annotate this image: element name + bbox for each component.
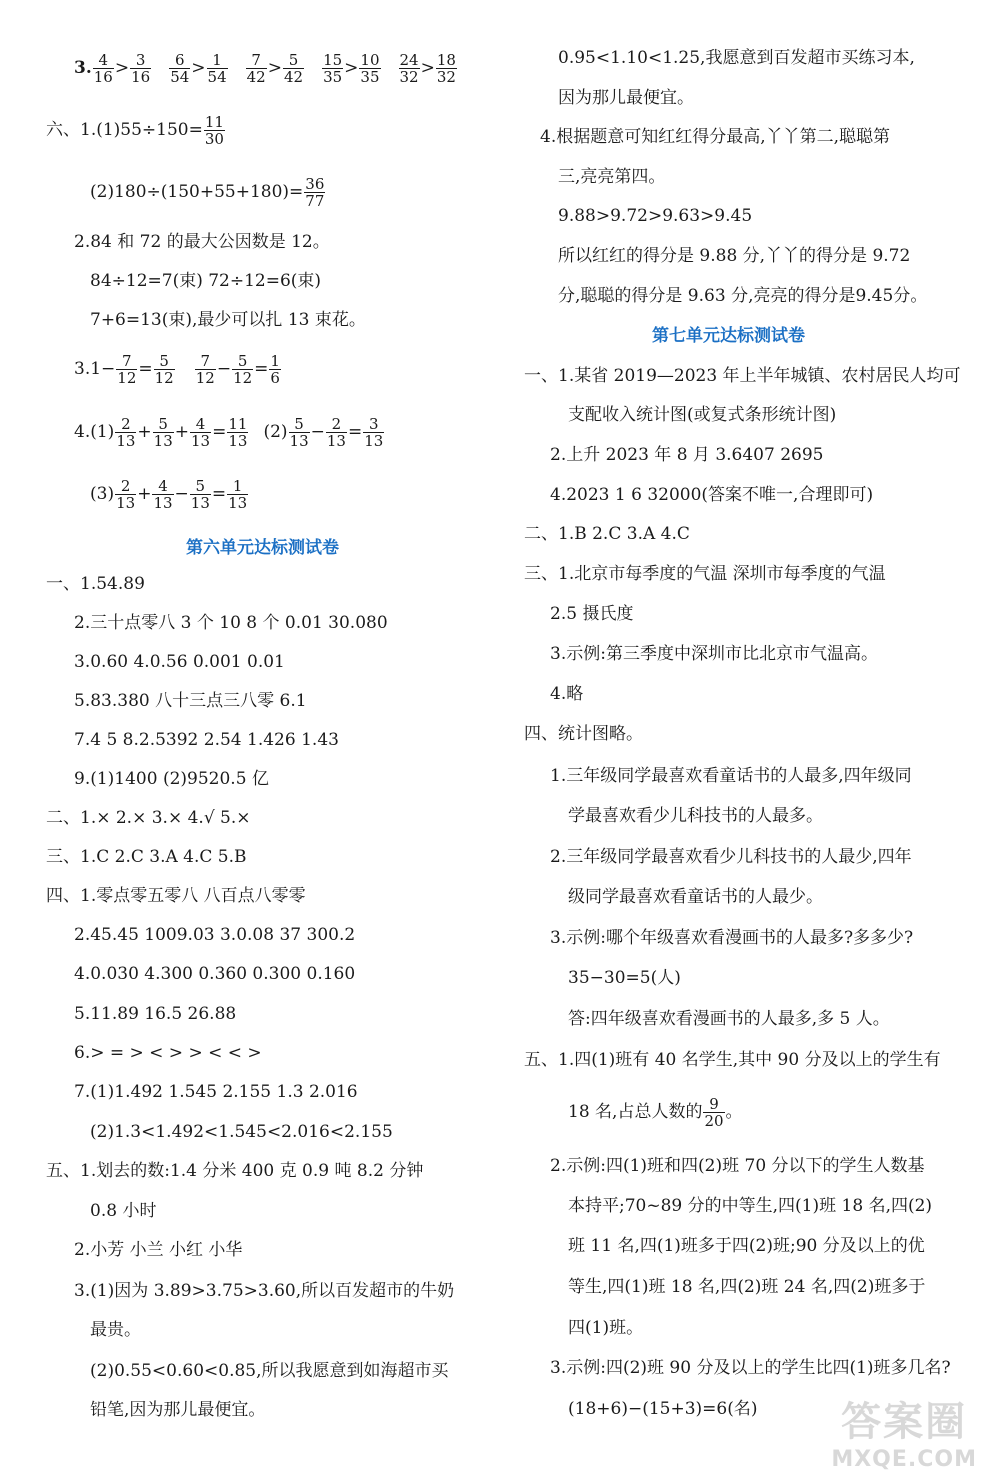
answer-line: 三、1.北京市每季度的气温 深圳市每季度的气温 xyxy=(524,564,886,584)
operator: + xyxy=(174,422,189,442)
fraction: 15 35 xyxy=(323,50,343,86)
answer-line: 二、1.× 2.× 3.× 4.√ 5.× xyxy=(46,808,251,828)
answer-line xyxy=(46,108,226,152)
fraction: $\frac{3}{13}$ xyxy=(364,414,384,450)
answer-line: 四、1.零点零五零八 八百点八零零 xyxy=(46,886,306,906)
answer-line: 35−30=5(人) xyxy=(568,968,681,988)
fraction: 4 16 xyxy=(93,50,113,86)
answer-line: 7.4 5 8.2.5392 2.54 1.426 1.43 xyxy=(74,730,339,750)
fraction: $\frac{36}{77}$ xyxy=(305,174,325,210)
answer-line: 最贵。 xyxy=(90,1320,141,1340)
fraction: $\frac{11}{13}$ xyxy=(228,414,248,450)
answer-line xyxy=(90,170,326,214)
answer-line: 2.小芳 小兰 小红 小华 xyxy=(74,1240,243,1260)
answer-line: 等生,四(1)班 18 名,四(2)班 24 名,四(2)班多于 xyxy=(568,1277,926,1297)
answer-line: 3.示例:哪个年级喜欢看漫画书的人最多?多多少? xyxy=(550,928,914,948)
answer-line: 一、1.54.89 xyxy=(46,574,145,594)
answer-line: 5.83.380 八十三点三八零 6.1 xyxy=(74,691,307,711)
answer-line: 0.8 小时 xyxy=(90,1201,157,1221)
answer-text: 4.(1) xyxy=(74,422,115,442)
operator: = xyxy=(211,484,227,504)
operator: > xyxy=(267,58,282,78)
answer-text: 3.1− xyxy=(74,359,116,379)
answer-line xyxy=(74,410,385,454)
answer-line: 五、1.划去的数:1.4 分米 400 克 0.9 吨 8.2 分钟 xyxy=(46,1161,424,1181)
answer-line: 3.示例:第三季度中深圳市比北京市气温高。 xyxy=(550,644,878,664)
answer-line: 支配收入统计图(或复式条形统计图) xyxy=(568,405,837,425)
answer-line: 2.上升 2023 年 8 月 3.6407 2695 xyxy=(550,445,824,465)
answer-line: 学最喜欢看少儿科技书的人最多。 xyxy=(568,806,823,826)
fraction: $\frac{4}{13}$ xyxy=(153,476,173,512)
answer-line: 0.95<1.10<1.25,我愿意到百发超市买练习本, xyxy=(558,48,915,68)
answer-text: 。 xyxy=(725,1102,743,1122)
fraction: 7 42 xyxy=(246,50,266,86)
fraction: $\frac{2}{13}$ xyxy=(326,414,346,450)
answer-line: 所以红红的得分是 9.88 分,丫丫的得分是 9.72 xyxy=(558,246,911,266)
answer-line xyxy=(90,472,249,516)
fraction: 5 13 xyxy=(289,414,309,450)
item-number: 3. xyxy=(74,58,92,78)
operator: = xyxy=(212,422,227,442)
answer-line: 本持平;70~89 分的中等生,四(1)班 18 名,四(2) xyxy=(568,1196,933,1216)
operator: + xyxy=(137,422,152,442)
operator: > xyxy=(344,58,359,78)
answer-line: (18+6)−(15+3)=6(名) xyxy=(568,1399,758,1419)
answer-line: 5.11.89 16.5 26.88 xyxy=(74,1004,237,1024)
answer-line: 9.(1)1400 (2)9520.5 亿 xyxy=(74,769,269,789)
operator: = xyxy=(138,359,153,379)
operator: − xyxy=(174,484,189,504)
answer-line: 2.45.45 1009.03 3.0.08 37 300.2 xyxy=(74,925,356,945)
fraction: $\frac{1}{6}$ xyxy=(270,351,280,387)
fraction: 10 35 xyxy=(360,50,380,86)
section-heading-unit-6: 第六单元达标测试卷 xyxy=(186,538,339,558)
answer-line: 2.5 摄氏度 xyxy=(550,604,634,624)
answer-line: 铅笔,因为那儿最便宜。 xyxy=(90,1400,266,1420)
answer-line: 分,聪聪的得分是 9.63 分,亮亮的得分是9.45分。 xyxy=(558,286,928,306)
answer-line: 4.2023 1 6 32000(答案不唯一,合理即可) xyxy=(550,485,874,505)
answer-line: 三、1.C 2.C 3.A 4.C 5.B xyxy=(46,847,247,867)
answer-line: 四(1)班。 xyxy=(568,1318,644,1338)
answer-line: 三,亮亮第四。 xyxy=(558,167,666,187)
answer-line: 二、1.B 2.C 3.A 4.C xyxy=(524,524,690,544)
answer-line: 2.示例:四(1)班和四(2)班 70 分以下的学生人数基 xyxy=(550,1156,925,1176)
operator: > xyxy=(114,58,130,78)
answer-text: (3) xyxy=(90,484,115,504)
operator: + xyxy=(137,484,152,504)
operator: > xyxy=(191,58,206,78)
answer-line: 3.示例:四(2)班 90 分及以上的学生比四(1)班多几名? xyxy=(550,1358,951,1378)
answer-line: 因为那儿最便宜。 xyxy=(558,88,694,108)
answer-line: 4.根据题意可知红红得分最高,丫丫第二,聪聪第 xyxy=(540,127,891,147)
operator: = xyxy=(254,359,269,379)
watermark-text: 答案圈 xyxy=(841,1399,968,1445)
fraction: $\frac{5}{12}$ xyxy=(233,351,253,387)
fraction: 2 13 xyxy=(116,476,136,512)
answer-line: 答:四年级喜欢看漫画书的人最多,多 5 人。 xyxy=(568,1009,890,1029)
fraction-comparison-line xyxy=(74,46,458,90)
fraction: 2 13 xyxy=(116,414,136,450)
fraction: 9 20 xyxy=(704,1094,724,1130)
answer-line: 9.88>9.72>9.63>9.45 xyxy=(558,206,753,226)
answer-line: (2)0.55<0.60<0.85,所以我愿意到如海超市买 xyxy=(90,1361,449,1381)
answer-line: 2.三十点零八 3 个 10 8 个 0.01 30.080 xyxy=(74,613,388,633)
answer-line: (2)1.3<1.492<1.545<2.016<2.155 xyxy=(90,1122,393,1142)
answer-line: 7+6=13(束),最少可以扎 13 束花。 xyxy=(90,310,366,330)
answer-line: 级同学最喜欢看童话书的人最少。 xyxy=(568,887,823,907)
fraction: $\frac{5}{12}$ xyxy=(154,351,174,387)
answer-line: 四、统计图略。 xyxy=(524,724,643,744)
watermark-url: MXQE.COM xyxy=(831,1447,977,1472)
answer-text: (2) xyxy=(263,422,288,442)
fraction: $\frac{7}{12}$ xyxy=(117,351,137,387)
answer-line: 3.0.60 4.0.56 0.001 0.01 xyxy=(74,652,285,672)
fraction: 3 16 xyxy=(131,50,151,86)
answer-line: 3.(1)因为 3.89>3.75>3.60,所以百发超市的牛奶 xyxy=(74,1281,455,1301)
answer-line: 1.三年级同学最喜欢看童话书的人最多,四年级同 xyxy=(550,766,912,786)
answer-text: 18 名,占总人数的 xyxy=(568,1102,703,1122)
answer-line: 7.(1)1.492 1.545 2.155 1.3 2.016 xyxy=(74,1082,358,1102)
watermark-logo xyxy=(831,1390,977,1472)
answer-line: 五、1.四(1)班有 40 名学生,其中 90 分及以上的学生有 xyxy=(524,1050,941,1070)
answer-line: 84÷12=7(束) 72÷12=6(束) xyxy=(90,271,322,291)
fraction: $\frac{5}{13}$ xyxy=(153,414,173,450)
fraction: 24 32 xyxy=(399,50,419,86)
answer-text: (2)180÷(150+55+180)= xyxy=(90,182,304,202)
answer-line: 4.0.030 4.300 0.360 0.300 0.160 xyxy=(74,964,356,984)
fraction: 1 54 xyxy=(207,50,227,86)
fraction: $\frac{5}{13}$ xyxy=(190,476,210,512)
fraction: $\frac{11}{30}$ xyxy=(204,112,224,148)
answer-line: 2.三年级同学最喜欢看少儿科技书的人最少,四年 xyxy=(550,847,912,867)
answer-line: 班 11 名,四(1)班多于四(2)班;90 分及以上的优 xyxy=(568,1236,925,1256)
answer-text: 六、1.(1)55÷150= xyxy=(46,120,203,140)
fraction: $\frac{1}{13}$ xyxy=(228,476,248,512)
answer-line: 一、1.某省 2019—2023 年上半年城镇、农村居民人均可 xyxy=(524,366,961,386)
operator: = xyxy=(347,422,363,442)
operator: − xyxy=(310,422,325,442)
answer-line xyxy=(568,1090,743,1134)
fraction: 6 54 xyxy=(170,50,190,86)
operator: − xyxy=(216,359,232,379)
fraction: $\frac{4}{13}$ xyxy=(191,414,211,450)
answer-line: 6.> = > < > > < < > xyxy=(74,1043,262,1063)
fraction: 18 32 xyxy=(436,50,456,86)
fraction: 5 42 xyxy=(283,50,304,86)
answer-line xyxy=(74,347,282,391)
answer-line: 2.84 和 72 的最大公因数是 12。 xyxy=(74,232,330,252)
section-heading-unit-7: 第七单元达标测试卷 xyxy=(652,326,805,346)
operator: > xyxy=(420,58,435,78)
fraction: 7 12 xyxy=(195,351,215,387)
answer-line: 4.略 xyxy=(550,684,584,704)
